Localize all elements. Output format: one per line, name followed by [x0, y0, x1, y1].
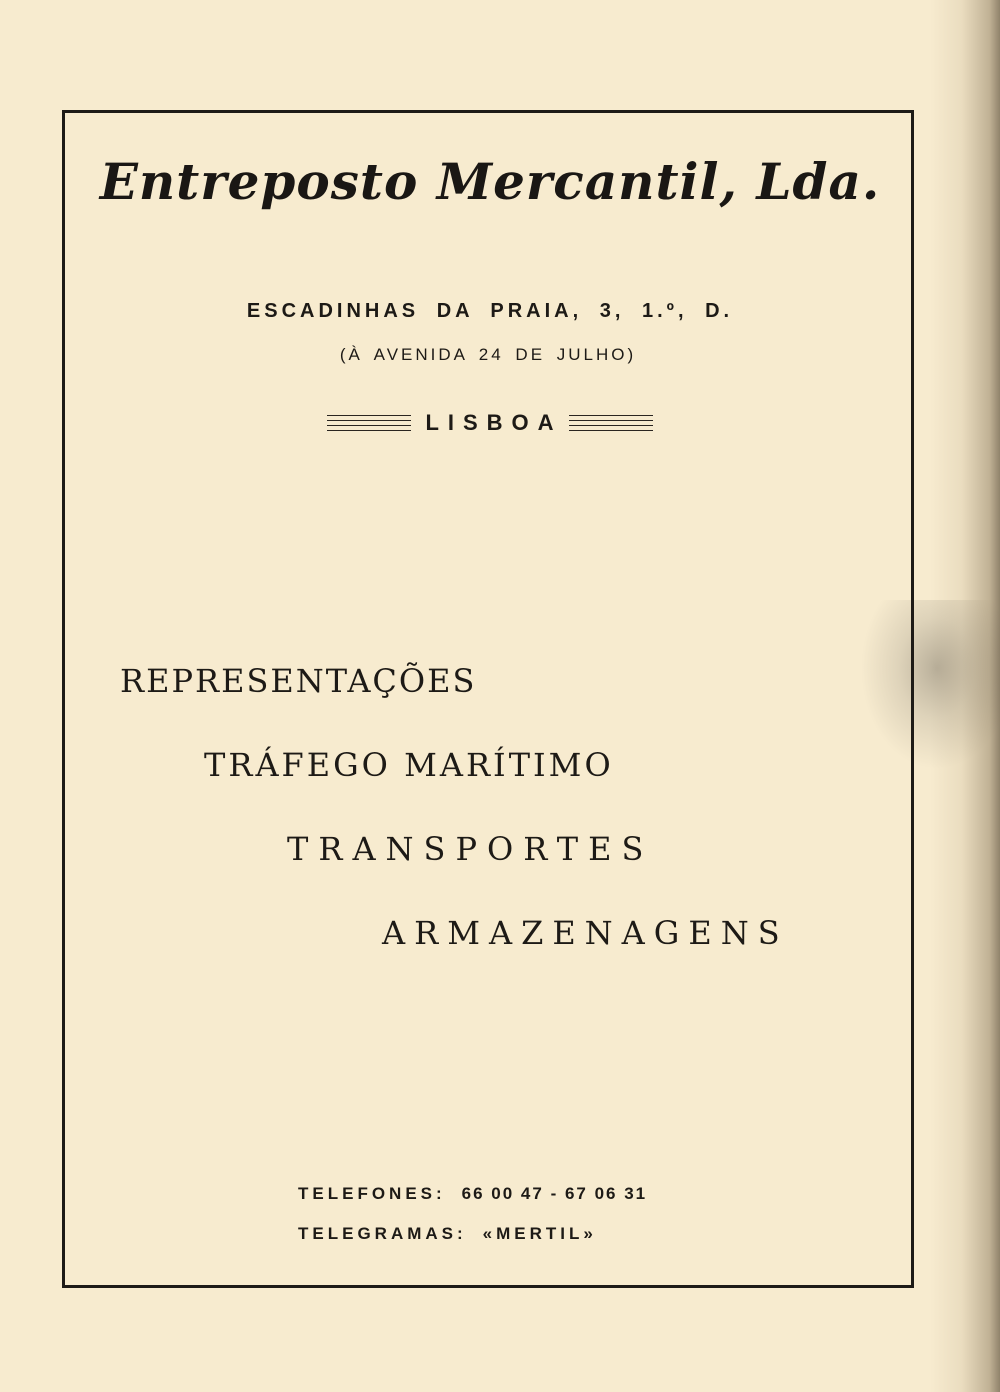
street-address: ESCADINHAS DA PRAIA, 3, 1.º, D.	[246, 300, 734, 322]
telegrams-line	[298, 1224, 597, 1244]
city-name: LISBOA	[425, 410, 563, 435]
telegrams-label: TELEGRAMAS:	[298, 1224, 467, 1243]
service-maritime-traffic: TRÁFEGO MARÍTIMO	[204, 746, 614, 784]
address-note: (À AVENIDA 24 DE JULHO)	[339, 345, 637, 364]
service-transports: TRANSPORTES	[287, 830, 654, 868]
decorative-rule-left	[327, 415, 411, 431]
phones-label: TELEFONES:	[298, 1184, 446, 1203]
service-representations: REPRESENTAÇÕES	[120, 662, 477, 700]
phones-line	[298, 1184, 647, 1204]
company-name: Entreposto Mercantil, Lda.	[99, 152, 881, 211]
telegrams-value: «MERTIL»	[482, 1224, 597, 1243]
phones-value: 66 00 47 - 67 06 31	[461, 1184, 648, 1203]
city-line	[300, 405, 680, 441]
decorative-rule-right	[569, 415, 653, 431]
service-warehousing: ARMAZENAGENS	[382, 914, 789, 952]
